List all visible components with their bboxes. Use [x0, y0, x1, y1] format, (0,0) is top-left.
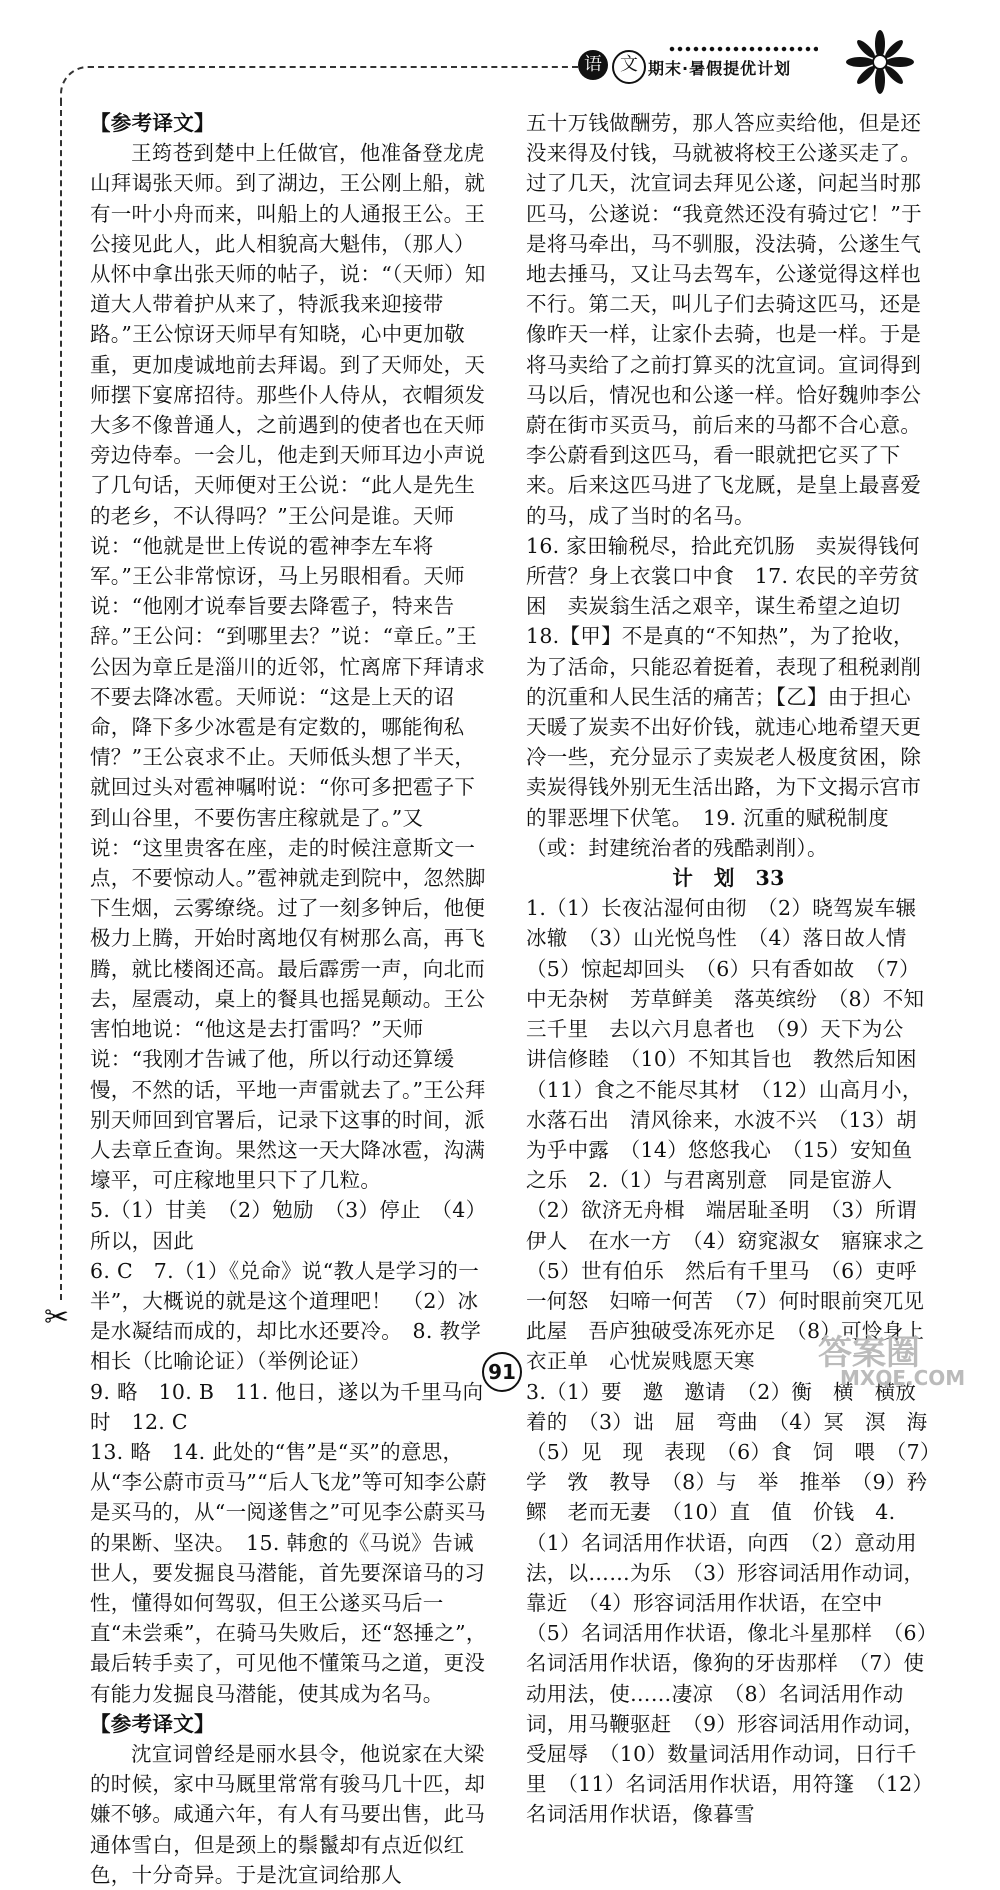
dashed-border-left: [60, 100, 62, 1300]
plan-title: 计 划 33: [672, 866, 785, 891]
answer-paragraph: 3.（1）要 邀 邀请 （2）衡 横 横放着的 （3）诎 屈 弯曲 （4）冥 溟 海 （5）见 现 表现 （6）食 饲 喂 （7）学 敩 教导 （8）与 举 推举 （9）矜 鳏 老而无妻 （10）直 值 价钱 4.（1）名词活用作状语，向西 （2）意动用法，以……为乐 （3）形容词活用作动词，靠近 （4）形容词活用作状语，在空中 （5）名词活用作状语，像北斗星那样 （6）名词活用作状语，像狗的牙齿那样 （7）使动用法，使……凄凉 （8）名词活用作动词，用马鞭驱赶 （9）形容词活用作动词，受屈辱 （10）数量词活用作动词，日行千里 （11）名词活用作状语，用符篷 （12）名词活用作状语，像暮雪: [526, 1379, 949, 1827]
header-title: 期末·暑假提优计划: [648, 59, 792, 78]
answer-paragraph: 16. 家田输税尽，拾此充饥肠 卖炭得钱何所营？身上衣裳口中食 17. 农民的辛劳贫困 卖炭翁生活之艰辛，谋生希望之迫切 18.【甲】不是真的“不知热”，为了抢收，为了活命，只能忍着挺着，表现了租税剥削的沉重和人民生活的痛苦；【乙】由于担心天暖了炭卖不出好价钱，就违心地希望天更冷一些，充分显示了卖炭老人极度贫困，除卖炭得钱外别无生活出路，为下文揭示宫市的罪恶埋下伏笔。 19. 沉重的赋税制度（或：封建统治者的残酷剥削）。: [526, 533, 922, 860]
answer-paragraph: 13. 略 14. 此处的“售”是“买”的意思，从“李公蔚市贡马”“后人飞龙”等可知李公蔚是买马的，从“一阅遂售之”可见李公蔚买马的果断、坚决。 15. 韩愈的《马说》告诫世人，要发掘良马潜能，首先要深谙马的习性，懂得如何驾驭，但王公遂买马后一直“未尝乘”，在骑马失败后，还“怒捶之”，最后转手卖了，可见他不懂策马之道，更没有能力发掘良马潜能，使其成为名马。: [90, 1439, 487, 1706]
reference-translation-title: 【参考译文】: [90, 111, 215, 135]
scissors-icon: ✂: [44, 1300, 70, 1335]
answer-paragraph: 9. 略 10. B 11. 他日，遂以为千里马向时 12. C: [90, 1379, 484, 1434]
subject-badge-1: 语: [578, 50, 608, 80]
translation-paragraph: 沈宣词曾经是丽水县令，他说家在大梁的时候，家中马厩里常常有骏马几十匹，却嫌不够。咸通六年，有人有马要出售，此马通体雪白，但是颈上的鬃鬣却有点近似红色，十分奇异。于是沈宣词给那人: [90, 1741, 486, 1887]
dashed-border-corner: [60, 66, 92, 104]
header-dots-decoration: [668, 46, 818, 52]
answer-paragraph: 1.（1）长夜沾湿何由彻 （2）晓驾炭车辗冰辙 （3）山光悦鸟性 （4）落日故人情 （5）惊起却回头 （6）只有香如故 （7）中无杂树 芳草鲜美 落英缤纷 （8）不知三千里 去以六月息者也 （9）天下为公 讲信修睦 （10）不知其旨也 教然后知困 （11）食之不能尽其材 （12）山高月小，水落石出 清风徐来，水波不兴 （13）胡为乎中露 （14）悠悠我心 （15）安知鱼之乐 2.（1）与君离别意 同是宦游人 （2）欲济无舟楫 端居耻圣明 （3）所谓伊人 在水一方 （4）窈窕淑女 寤寐求之 （5）世有伯乐 然后有千里马 （6）吏呼一何怒 妇啼一何苦 （7）何时眼前突兀见此屋 吾庐独破受冻死亦足 （8）可怜身上衣正单 心忧炭贱愿天寒: [526, 896, 946, 1374]
answer-paragraph: 6. C 7.（1）《兑命》说“教人是学习的一半”，大概说的就是这个道理吧！ （2）冰是水凝结而成的，却比水还要冷。 8. 教学相长（比喻论证）（举例论证）: [90, 1258, 482, 1374]
subject-badge-2: 文: [612, 50, 646, 84]
dashed-border-top: [88, 66, 578, 68]
answer-paragraph: 5.（1）甘美 （2）勉励 （3）停止 （4）所以，因此: [90, 1198, 487, 1253]
translation-paragraph: 王筠苍到楚中上任做官，他准备登龙虎山拜谒张天师。到了湖边，王公刚上船，就有一叶小舟而来，叫船上的人通报王公。王公接见此人，此人相貌高大魁伟，（那人）从怀中拿出张天师的帖子，说：“（天师）知道大人带着护从来了，特派我来迎接带路。”王公惊讶天师早有知晓，心中更加敬重，更加虔诚地前去拜谒。到了天师处，天师摆下宴席招待。那些仆人侍从，衣帽须发大多不像普通人，之前遇到的使者也在天师旁边侍奉。一会儿，他走到天师耳边小声说了几句话，天师便对王公说：“此人是先生的老乡，不认得吗？”王公问是谁。天师说：“他就是世上传说的雹神李左车将军。”王公非常惊讶，马上另眼相看。天师说：“他刚才说奉旨要去降雹子，特来告辞。”王公问：“到哪里去？”说：“章丘。”王公因为章丘是淄川的近邻，忙离席下拜请求不要去降冰雹。天师说：“这是上天的诏命，降下多少冰雹是有定数的，哪能徇私情？”王公哀求不止。天师低头想了半天，就回过头对雹神嘱咐说：“你可多把雹子下到山谷里，不要伤害庄稼就是了。”又说：“这里贵客在座，走的时候注意斯文一点，不要惊动人。”雹神就走到院中，忽然脚下生烟，云雾缭绕。过了一刻多钟后，他便极力上腾，开始时离地仅有树那么高，再飞腾，就比楼阁还高。最后霹雳一声，向北而去，屋震动，桌上的餐具也摇晃颠动。王公害怕地说：“他这是去打雷吗？”天师说：“我刚才告诫了他，所以行动还算缓慢，不然的话，平地一声雷就去了。”王公拜别天师回到官署后，记录下这事的时间，派人去章丘查询。果然这一天大降冰雹，沟满壕平，可庄稼地里只下了几粒。: [90, 141, 486, 1193]
left-column: [90, 108, 490, 1890]
translation-paragraph: 五十万钱做酬劳，那人答应卖给他，但是还没来得及付钱，马就被将校王公遂买走了。过了几天，沈宣词去拜见公遂，问起当时那匹马，公遂说：“我竟然还没有骑过它！”于是将马牵出，马不驯服，没法骑，公遂生气地去捶马，又让马去驾车，公遂觉得这样也不行。第二天，叫儿子们去骑这匹马，还是像昨天一样，让家仆去骑，也是一样。于是将马卖给了之前打算买的沈宣词。宣词得到马以后，情况也和公遂一样。恰好魏帅李公蔚在街市买贡马，前后来的马都不合心意。李公蔚看到这匹马，看一眼就把它买了下来。后来这匹马进了飞龙厩，是皇上最喜爱的马，成了当时的名马。: [526, 111, 922, 528]
flower-icon: [840, 30, 920, 94]
watermark-logo: 答案圈: [818, 1333, 920, 1373]
reference-translation-title: 【参考译文】: [90, 1711, 215, 1736]
watermark-url: MXQE.COM: [840, 1366, 966, 1390]
page-number: 91: [482, 1352, 522, 1392]
right-column: [526, 108, 949, 1830]
